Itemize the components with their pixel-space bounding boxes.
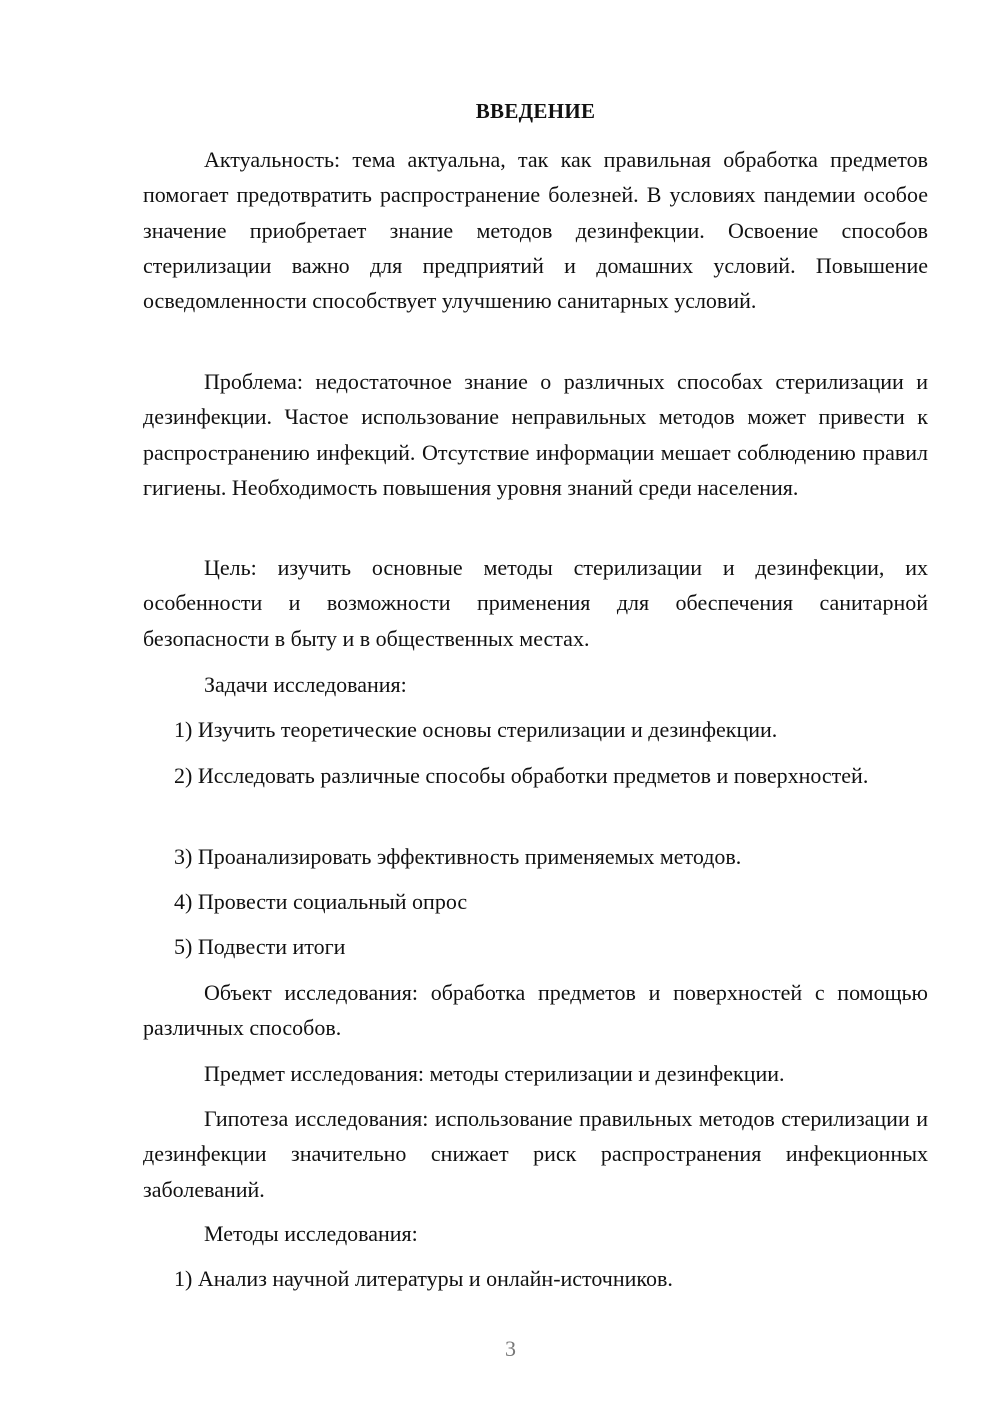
list-item-task-2: 2) Исследовать различные способы обработки предметов и поверхностей. [174,763,869,788]
paragraph-subject: Предмет исследования: методы стерилизации и дезинфекции. [204,1061,785,1086]
paragraph-relevance: Актуальность: тема актуальна, так как правильная обработка предметов помогает предотвратить распространение болезней. В условиях пандемии особое значение приобретает знание методов дезинфекции. Освоение способов стерилизации важно для предприятий и домашних условий. Повышение осведомленности способствует улучшению санитарных условий. [143,147,928,314]
list-item-task-4: 4) Провести социальный опрос [174,889,468,914]
list-item-method-1: 1) Анализ научной литературы и онлайн-источников. [174,1266,673,1291]
paragraph-tasks-heading: Задачи исследования: [204,672,407,697]
paragraph-object: Объект исследования: обработка предметов и поверхностей с помощью различных способов. [143,980,928,1041]
paragraph-goal: Цель: изучить основные методы стерилизации и дезинфекции, их особенности и возможности применения для обеспечения санитарной безопасности в быту и в общественных местах. [143,555,928,651]
paragraph-problem: Проблема: недостаточное знание о различных способах стерилизации и дезинфекции. Частое использование неправильных методов может привести к распространению инфекций. Отсутствие информации мешает соблюдению правил гигиены. Необходимость повышения уровня знаний среди населения. [143,369,928,500]
page-title: ВВЕДЕНИЕ [475,99,596,123]
paragraph-methods-heading: Методы исследования: [204,1221,418,1246]
page-number: 3 [505,1336,516,1361]
list-item-task-5: 5) Подвести итоги [174,934,346,959]
list-item-task-1: 1) Изучить теоретические основы стерилизации и дезинфекции. [174,717,778,742]
list-item-task-3: 3) Проанализировать эффективность применяемых методов. [174,844,742,869]
paragraph-hypothesis: Гипотеза исследования: использование правильных методов стерилизации и дезинфекции значительно снижает риск распространения инфекционных заболеваний. [143,1106,928,1202]
